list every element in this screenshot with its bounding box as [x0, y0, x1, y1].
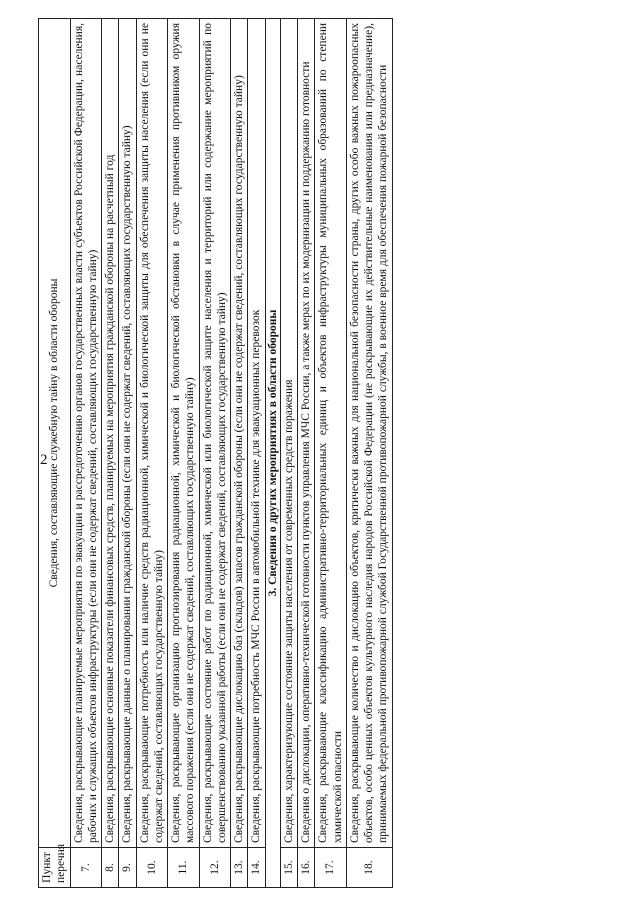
item-number: 15.	[280, 847, 297, 887]
table-row	[280, 18, 297, 887]
item-number: 13.	[231, 847, 248, 887]
section-header-row	[265, 18, 280, 887]
item-number: 7.	[70, 847, 102, 887]
item-description: Сведения, раскрывающие планируемые мероприятия по эвакуации и рассредоточению органов государственных власти субъектов Российской Федерации, населения, рабочих и служащих объектов инфраструктуры (если они не содержат сведений, составляющих государственную тайну)	[70, 18, 102, 847]
item-description: Сведения, раскрывающие классификацию административно-территориальных единиц и объектов инфраструктуры муниципальных образований по степени химической опасности	[315, 18, 347, 847]
secrets-table	[38, 18, 393, 888]
table-row	[168, 18, 200, 887]
item-number: 9.	[119, 847, 136, 887]
table-row	[298, 18, 315, 887]
item-description: Сведения, раскрывающие основные показатели финансовых средств, планируемых на мероприятия гражданской обороны на расчетный год	[102, 18, 119, 847]
item-number: 17.	[315, 847, 347, 887]
item-description: Сведения, раскрывающие потребность или наличие средств радиационной, химической и биологической защиты для обеспечения защиты населения (если они не содержат сведений, составляющих государственную тайну)	[136, 18, 168, 847]
table-row	[119, 18, 136, 887]
column-header-item-number: Пункт перечня	[39, 847, 71, 887]
item-description: Сведения, раскрывающие данные о планировании гражданской обороны (если они не содержат сведений, составляющих государственную тайну)	[119, 18, 136, 847]
item-description: Сведения, раскрывающие потребность МЧС России в автомобильной технике для эвакуационных перевозок	[248, 18, 265, 847]
table-row	[346, 18, 392, 887]
item-number: 8.	[102, 847, 119, 887]
table-header-row	[39, 18, 71, 887]
table-row	[102, 18, 119, 887]
item-number: 16.	[298, 847, 315, 887]
page-number: 2	[40, 452, 48, 468]
item-number: 10.	[136, 847, 168, 887]
item-description: Сведения, раскрывающие количество и дислокацию объектов, критически важных для национальной безопасности страны, других особо важных пожароопасных объектов, особо ценных объектов культурного наследия народов Российской Федерации (не раскрывающие их действительные наименования или предназначение), принимаемых федеральной противопожарной службой Государственной противопожарной службы, в военное время для обеспечения пожарной безопасности	[346, 18, 392, 847]
table-row	[248, 18, 265, 887]
item-number: 14.	[248, 847, 265, 887]
section-title: 3. Сведения о других мероприятиях в области обороны	[265, 18, 280, 887]
table-row	[70, 18, 102, 887]
column-header-description: Сведения, составляющие служебную тайну в области обороны	[39, 18, 71, 847]
item-number: 11.	[168, 847, 200, 887]
item-number: 12.	[199, 847, 231, 887]
item-description: Сведения, характеризующие состояние защиты населения от современных средств поражения	[280, 18, 297, 847]
item-description: Сведения, раскрывающие организацию прогнозирования радиационной, химической и биологической обстановки в случае применения противником оружия массового поражения (если они не содержат сведений, составляющих государственную тайну)	[168, 18, 200, 847]
item-description: Сведения, раскрывающие дислокацию баз (складов) запасов гражданской обороны (если они не содержат сведений, составляющих государственную тайну)	[231, 18, 248, 847]
table-row	[199, 18, 231, 887]
table-row	[231, 18, 248, 887]
table-row	[136, 18, 168, 887]
item-number: 18.	[346, 847, 392, 887]
item-description: Сведения о дислокации, оперативно-технической готовности пунктов управления МЧС России, а также мерах по их модернизации и поддержанию готовности	[298, 18, 315, 847]
item-description: Сведения, раскрывающие состояние работ по радиационной, химической или биологической защите населения и территорий или содержание мероприятий по совершенствованию указанной работы (если они не содержат сведений, составляющих государственную тайну)	[199, 18, 231, 847]
table-row	[315, 18, 347, 887]
rotated-page-content	[38, 18, 602, 888]
